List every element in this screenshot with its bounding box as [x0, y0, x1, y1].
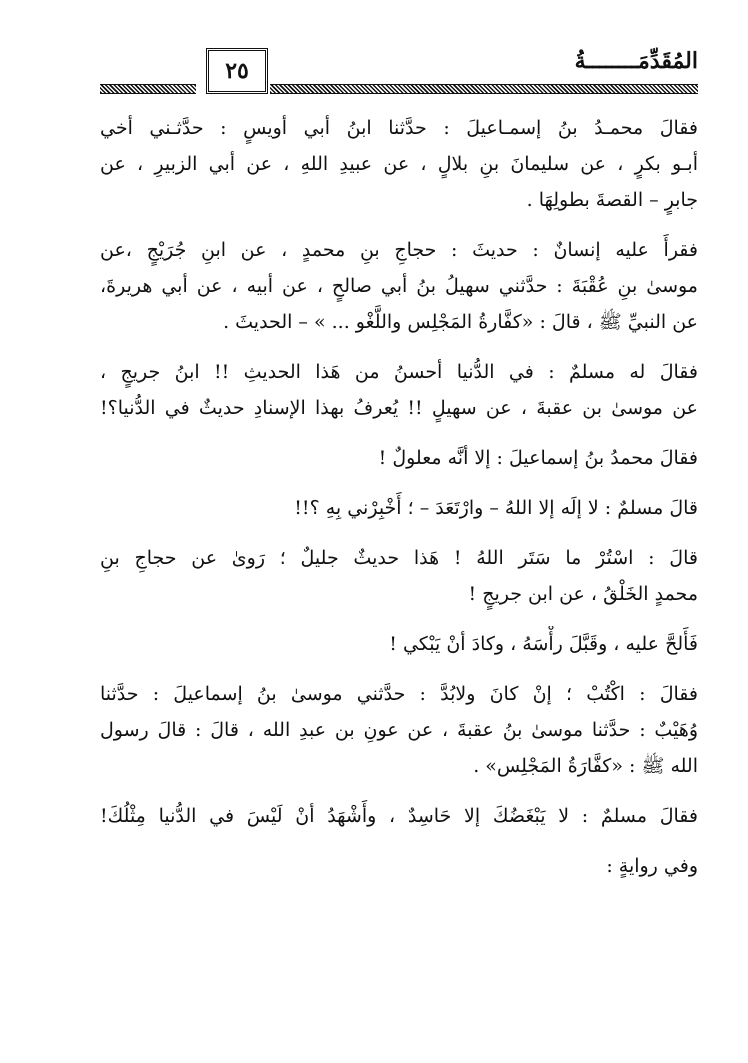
- page-number-box: [206, 48, 268, 94]
- page-header: [100, 40, 698, 100]
- text-line: عن النبيِّ ﷺ ، قالَ : «كفَّارةُ المَجْلِس واللَّغْو ... » – الحديثَ .: [223, 311, 698, 333]
- page-number: ٢٥: [225, 58, 249, 84]
- text-line: محمدٍ الخَلْقُ ، عن ابن جريجٍ !: [468, 583, 698, 605]
- paragraph: [100, 626, 698, 662]
- text-line: فقالَ محمدُ بنُ إسماعيلَ : إلا أنَّه معلولٌ !: [378, 447, 698, 469]
- paragraph: [100, 490, 698, 526]
- paragraph: [100, 848, 698, 884]
- running-title: المُقَدِّمَــــــــةُ: [574, 48, 698, 74]
- text-line: فقالَ له مسلمٌ : في الدُّنيا أحسنُ من هَذا الحديثِ !! ابنُ جريجٍ ،: [100, 361, 698, 383]
- text-line: فَأَلحَّ عليه ، وقَبَّلَ رأْسَهُ ، وكادَ أنْ يَبْكي !: [389, 633, 698, 655]
- text-line: وُهَيْبٌ : حدَّثنا موسىٰ بنُ عقبةَ ، عن عونِ بن عبدِ الله ، قالَ : قالَ رسول: [100, 719, 698, 741]
- paragraph: [100, 354, 698, 426]
- text-line: فقالَ محمـدُ بنُ إسمـاعيلَ : حدَّثنا ابنُ أبي أويسٍ : حدَّثـني أخي: [100, 117, 698, 139]
- paragraph: [100, 798, 698, 834]
- header-rule-left: [100, 84, 196, 94]
- paragraph: [100, 440, 698, 476]
- paragraph: [100, 676, 698, 784]
- text-line: أبـو بكرٍ ، عن سليمانَ بنِ بلالٍ ، عن عبيدِ اللهِ ، عن أبي الزبيرِ ، عن: [100, 153, 698, 175]
- text-line: فقرأَ عليه إنسانٌ : حديثَ : حجاجِ بنِ محمدٍ ، عن ابنِ جُرَيْجٍ ،عن: [100, 239, 698, 261]
- text-line: الله ﷺ : «كفَّارَةُ المَجْلِس» .: [473, 755, 698, 777]
- text-line: قالَ مسلمٌ : لا إلَه إلا اللهُ – وارْتَعَدَ – ؛ أَخْبِرْني بِهِ ؟!!: [294, 497, 698, 519]
- paragraph: [100, 110, 698, 218]
- text-line: عن موسىٰ بن عقبةَ ، عن سهيلٍ !! يُعرفُ بهذا الإسنادِ حديثٌ في الدُّنيا؟!: [100, 397, 698, 419]
- page-body: [100, 110, 698, 898]
- paragraph: [100, 540, 698, 612]
- text-line: وفي روايةٍ :: [606, 855, 698, 877]
- text-line: جابرٍ – القصةَ بطولِهَا .: [526, 189, 698, 211]
- text-line: موسىٰ بنِ عُقْبَةَ : حدَّثني سهيلُ بنُ أبي صالحٍ ، عن أبيه ، عن أبي هريرةَ،: [100, 275, 698, 297]
- text-line: فقالَ : اكْتُبْ ؛ إنْ كانَ ولابُدَّ : حدَّثني موسىٰ بنُ إسماعيلَ : حدَّثنا: [100, 683, 698, 705]
- text-line: قالَ : اسْتُرْ ما سَتَر اللهُ ! هَذا حديثٌ جليلٌ ؛ رَوىٰ عن حجاجِ بنِ: [100, 547, 698, 569]
- paragraph: [100, 232, 698, 340]
- text-line: فقالَ مسلمٌ : لا يَبْغَضُكَ إلا حَاسِدٌ ، وأَشْهَدُ أنْ لَيْسَ في الدُّنيا مِثْلُكَ!: [100, 805, 698, 827]
- header-rule-right: [270, 84, 698, 94]
